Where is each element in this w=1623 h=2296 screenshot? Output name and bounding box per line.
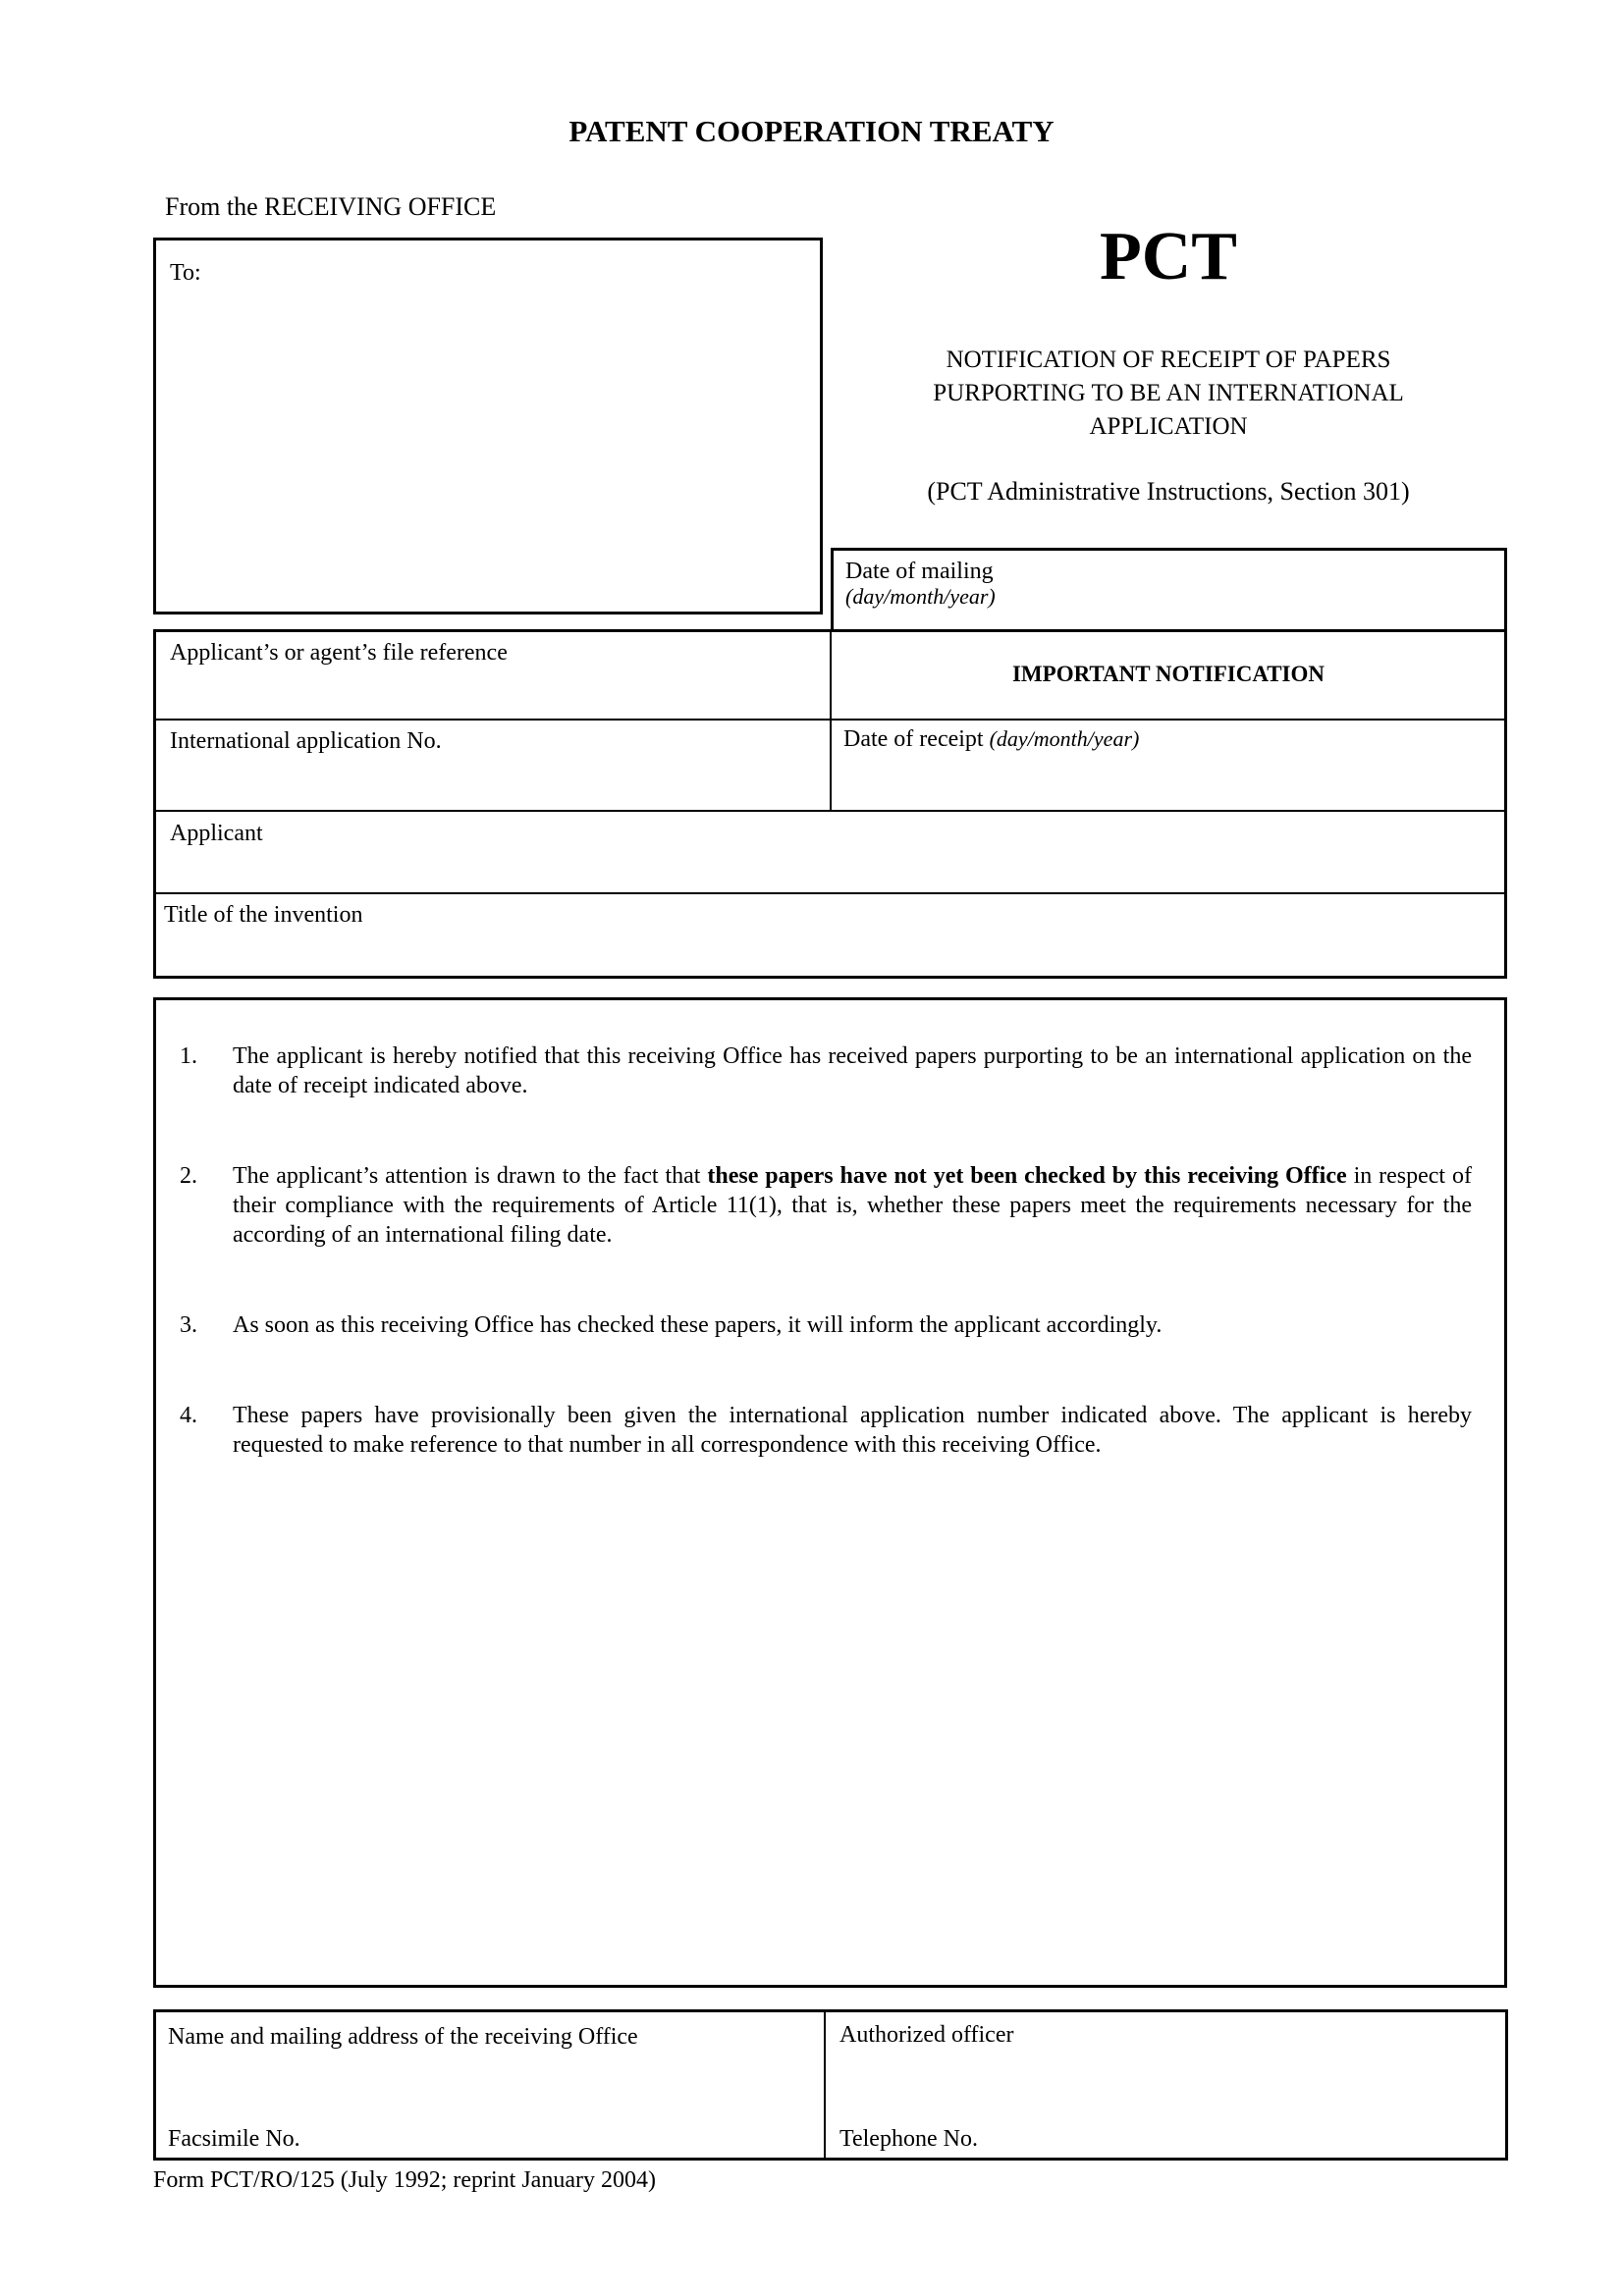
notice-4-number: 4. [180,1403,197,1428]
pct-logo: PCT [1100,219,1237,294]
title-of-invention-field[interactable]: Title of the invention [164,902,363,928]
date-of-receipt-field[interactable] [843,724,1491,754]
notice-2-text-bold: these papers have not yet been checked by this receiving Office [707,1163,1347,1189]
treaty-title: PATENT COOPERATION TREATY [568,114,1055,148]
notice-4-text: These papers have provisionally been given the international application number indicated above. The applicant is hereby requested to make reference to that number in all correspondence with this receiving Office. [233,1403,1472,1458]
important-notification: IMPORTANT NOTIFICATION [1011,662,1325,686]
grid-row-divider-2 [156,810,1504,812]
office-address-field[interactable]: Name and mailing address of the receiving Office [168,2024,638,2050]
notice-1-text: The applicant is hereby notified that this receiving Office has received papers purporting to be an international application on the date of receipt indicated above. [233,1043,1472,1098]
office-details-divider [824,2012,826,2158]
form-identifier: Form PCT/RO/125 (July 1992; reprint January 2004) [153,2167,656,2193]
grid-row-divider-3 [156,892,1504,894]
notice-2-text-after: in respect of their compliance with the requirements of Article 11(1), that is, whether these papers meet the requirements necessary for the according of an international filing date. [233,1163,1473,1248]
date-of-mailing-format: (day/month/year) [845,584,996,609]
date-of-receipt-label: Date of receipt [843,726,984,752]
notices-box [153,997,1507,1988]
facsimile-field[interactable]: Facsimile No. [168,2126,300,2152]
notice-2-text [233,1161,1472,1250]
form-title [831,344,1506,444]
authorized-officer-field[interactable]: Authorized officer [839,2022,1014,2048]
form-title-line-2: PURPORTING TO BE AN INTERNATIONAL [933,380,1404,406]
notice-2-text-before: The applicant’s attention is drawn to the fact that [233,1163,708,1189]
form-title-line-1: NOTIFICATION OF RECEIPT OF PAPERS [946,347,1391,373]
date-of-mailing-box[interactable] [831,548,1507,632]
from-line: From the RECEIVING OFFICE [165,192,497,221]
date-of-receipt-format: (day/month/year) [989,726,1140,751]
office-details-box [153,2009,1508,2161]
notice-2-number: 2. [180,1163,197,1189]
notice-1-number: 1. [180,1043,197,1069]
notice-3-number: 3. [180,1312,197,1338]
date-of-mailing-label: Date of mailing [845,559,994,584]
form-title-line-3: APPLICATION [1089,413,1248,440]
reference-grid [153,629,1507,979]
instructions-reference: (PCT Administrative Instructions, Section 301) [927,477,1410,506]
grid-row-divider-1 [156,719,1504,721]
file-reference-field[interactable]: Applicant’s or agent’s file reference [170,640,508,666]
notice-3-text: As soon as this receiving Office has checked these papers, it will inform the applicant accordingly. [233,1312,1163,1338]
addressee-box[interactable] [153,238,823,614]
telephone-field[interactable]: Telephone No. [839,2126,978,2152]
applicant-field[interactable]: Applicant [170,821,263,846]
application-no-field[interactable]: International application No. [170,728,442,754]
to-label: To: [170,260,201,286]
